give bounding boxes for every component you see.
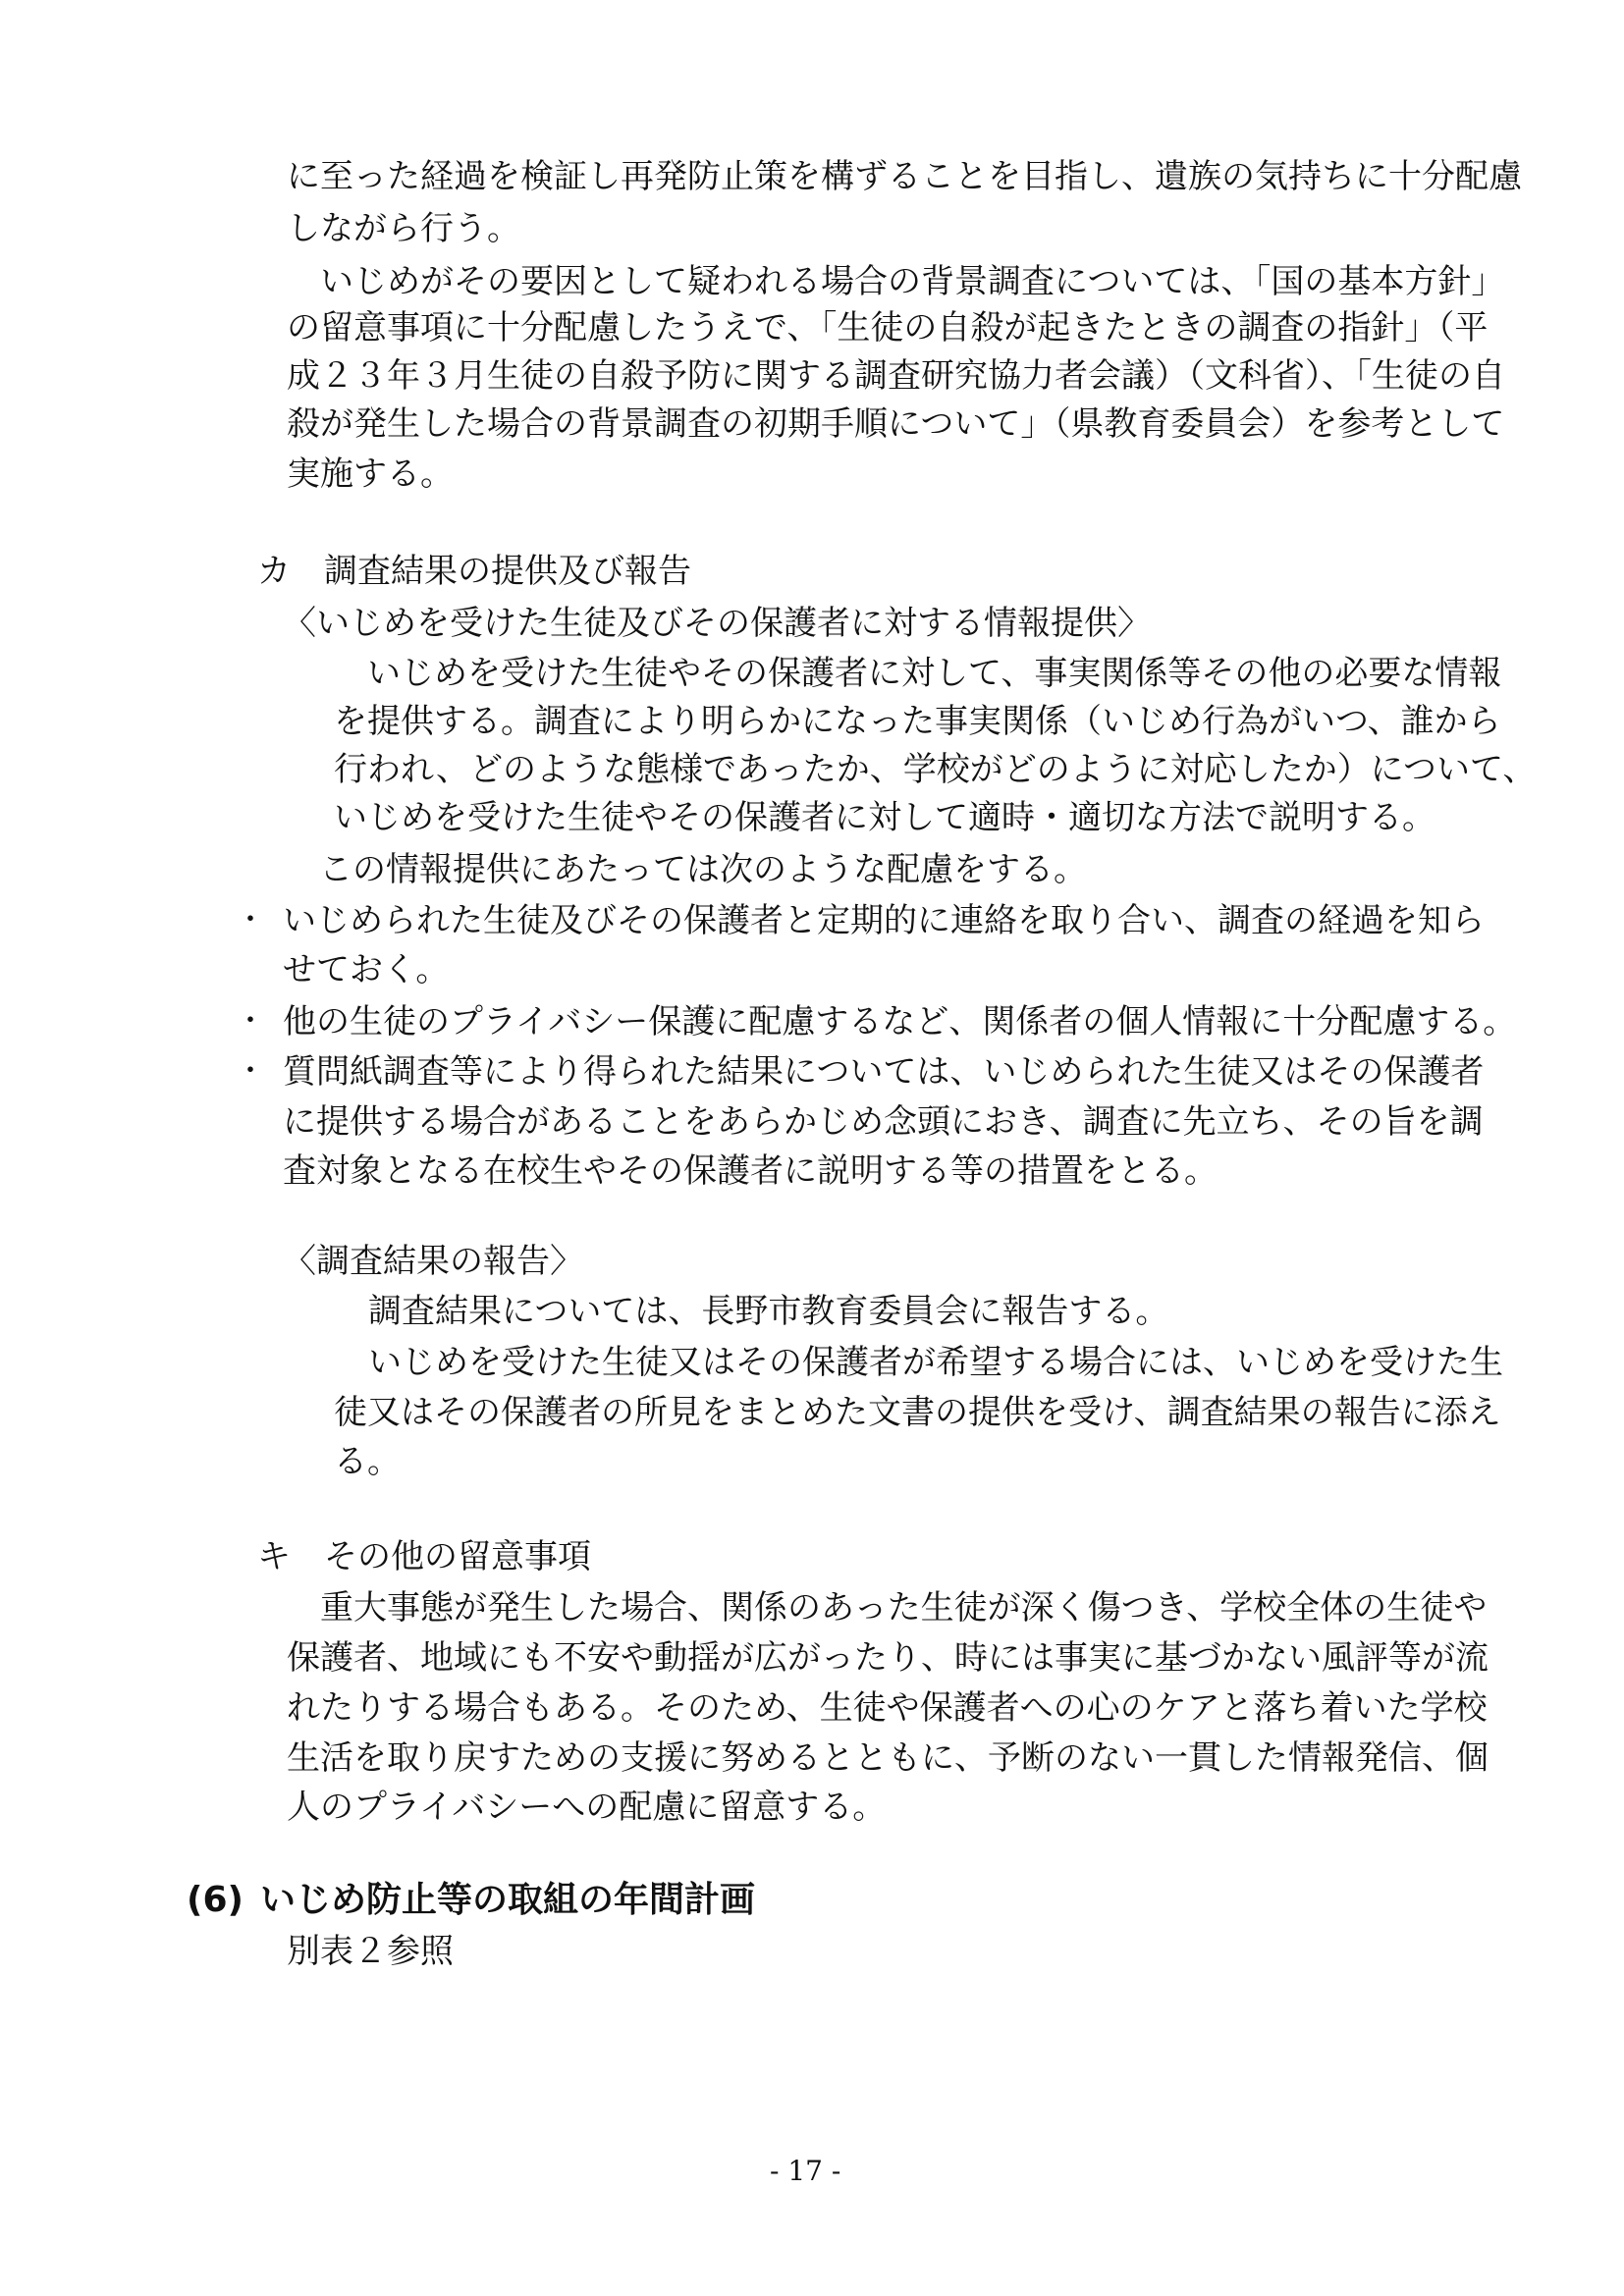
section-6-body: 別表２参照 [287, 1932, 454, 1971]
bullet-mark-1: ・ [236, 903, 265, 937]
bullet-3-line-1: 質問紙調査等により得られた結果については、いじめられた生徒又はその保護者 [283, 1052, 1485, 1092]
sub1-line-4: いじめを受けた生徒やその保護者に対して適時・適切な方法で説明する。 [334, 798, 1435, 837]
intro-line-1: に至った経過を検証し再発防止策を構ずることを目指し、遺族の気持ちに十分配慮 [287, 157, 1522, 196]
intro-line-2: しながら行う。 [287, 209, 520, 248]
sub1-line-1: いじめを受けた生徒やその保護者に対して、事実関係等その他の必要な情報 [334, 654, 1502, 693]
bullet-1-line-2: せておく。 [283, 950, 450, 989]
section-6-title: いじめ防止等の取組の年間計画 [260, 1880, 756, 1920]
bullet-mark-3: ・ [236, 1054, 265, 1089]
bullet-3-line-2: に提供する場合があることをあらかじめ念頭におき、調査に先立ち、その旨を調 [283, 1102, 1484, 1142]
section-ka-sub2-title: 〈調査結果の報告〉 [283, 1242, 583, 1281]
intro-line-7: 実施する。 [287, 454, 454, 494]
sub1-note: この情報提供にあたっては次のような配慮をする。 [319, 850, 1087, 889]
sub1-line-3: 行われ、どのような態様であったか、学校がどのように対応したか）について、 [334, 750, 1537, 789]
ki-line-4: 生活を取り戻すための支援に努めるとともに、予断のない一貫した情報発信、個 [287, 1738, 1489, 1778]
section-ki-heading: キ その他の留意事項 [257, 1537, 591, 1576]
sub2-line-1: 調査結果については、長野市教育委員会に報告する。 [368, 1292, 1169, 1331]
ki-line-3: れたりする場合もある。そのため、生徒や保護者への心のケアと落ち着いた学校 [287, 1688, 1488, 1728]
bullet-2-line-1: 他の生徒のプライバシー保護に配慮するなど、関係者の個人情報に十分配慮する。 [283, 1002, 1517, 1041]
ki-line-1: 重大事態が発生した場合、関係のあった生徒が深く傷つき、学校全体の生徒や [287, 1588, 1488, 1628]
intro-line-5: 成２３年３月生徒の自殺予防に関する調査研究協力者会議）（文科省）、「生徒の自 [287, 356, 1505, 396]
intro-line-3: いじめがその要因として疑われる場合の背景調査については、「国の基本方針」 [287, 262, 1505, 301]
bullet-3-line-3: 査対象となる在校生やその保護者に説明する等の措置をとる。 [283, 1151, 1218, 1191]
sub2-line-3: 徒又はその保護者の所見をまとめた文書の提供を受け、調査結果の報告に添え [334, 1393, 1501, 1432]
intro-line-4: の留意事項に十分配慮したうえで、「生徒の自殺が起きたときの調査の指針」（平 [287, 308, 1489, 347]
ki-line-5: 人のプライバシーへの配慮に留意する。 [287, 1788, 887, 1827]
sub2-line-2: いじめを受けた生徒又はその保護者が希望する場合には、いじめを受けた生 [368, 1343, 1503, 1382]
sub2-line-4: る。 [334, 1442, 401, 1481]
sub1-line-2: を提供する。調査により明らかになった事実関係（いじめ行為がいつ、誰から [334, 702, 1501, 741]
section-6-number: (6) [187, 1880, 244, 1920]
section-ka-sub1-title: 〈いじめを受けた生徒及びその保護者に対する情報提供〉 [283, 604, 1151, 643]
page-number: - 17 - [770, 2155, 841, 2187]
bullet-mark-2: ・ [236, 1004, 265, 1039]
intro-line-6: 殺が発生した場合の背景調査の初期手順について」（県教育委員会）を参考として [287, 404, 1505, 444]
ki-line-2: 保護者、地域にも不安や動揺が広がったり、時には事実に基づかない風評等が流 [287, 1638, 1489, 1678]
section-ka-heading: カ 調査結果の提供及び報告 [257, 552, 691, 591]
bullet-1-line-1: いじめられた生徒及びその保護者と定期的に連絡を取り合い、調査の経過を知ら [283, 901, 1485, 940]
